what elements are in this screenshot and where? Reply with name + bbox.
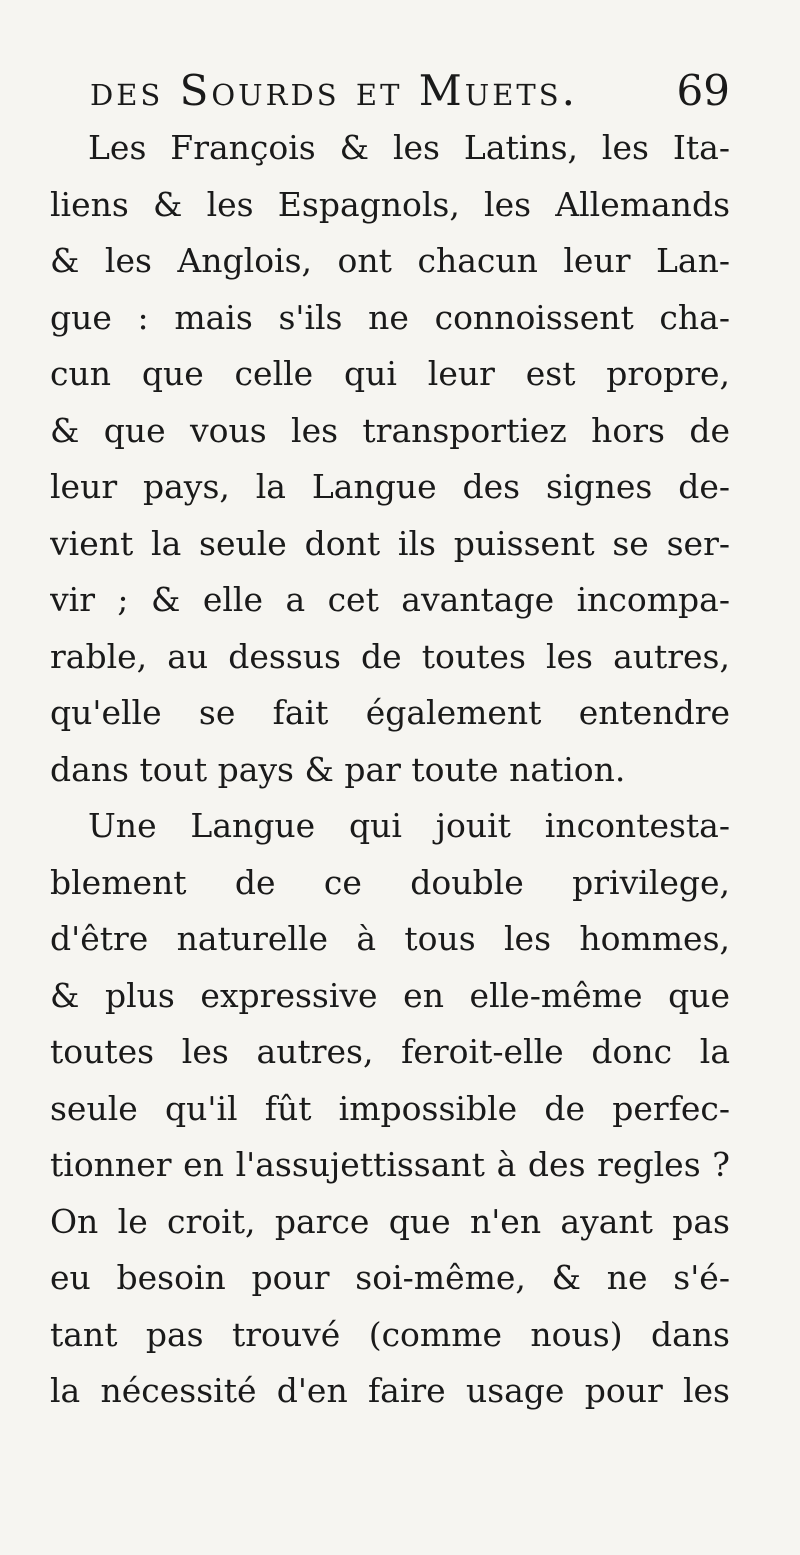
- running-title: des Sourds et Muets.: [90, 66, 578, 115]
- paragraph-1: [50, 120, 730, 798]
- text-line: Une Langue qui jouit incontesta-: [88, 806, 730, 845]
- text-line: On le croit, parce que n'en ayant pas: [50, 1201, 730, 1241]
- text-line: leur pays, la Langue des signes de-: [50, 467, 730, 506]
- page-number: 69: [676, 66, 730, 115]
- text-line: dans tout pays & par toute nation.: [50, 749, 626, 789]
- text-line: seule qu'il fût impossible de perfec-: [50, 1088, 730, 1128]
- text-line: vir ; & elle a cet avantage incompa-: [50, 580, 730, 619]
- text-line: & les Anglois, ont chacun leur Lan-: [50, 241, 730, 280]
- text-line: tionner en l'assujettissant à des regles ?: [50, 1145, 730, 1184]
- text-line: vient la seule dont ils puissent se ser-: [50, 523, 730, 563]
- text-line: qu'elle se fait également entendre: [50, 693, 730, 732]
- text-line: cun que celle qui leur est propre,: [50, 354, 730, 393]
- text-line: d'être naturelle à tous les hommes,: [50, 919, 730, 958]
- text-line: rable, au dessus de toutes les autres,: [50, 636, 730, 676]
- text-line: liens & les Espagnols, les Allemands: [50, 184, 730, 224]
- paragraph-2: [50, 798, 730, 1420]
- page-body: [50, 120, 730, 1420]
- text-line: la nécessité d'en faire usage pour les: [50, 1371, 730, 1410]
- text-line: gue : mais s'ils ne connoissent cha-: [50, 297, 730, 337]
- text-line: & plus expressive en elle-même que: [50, 975, 730, 1015]
- running-head: [90, 66, 730, 126]
- text-line: Les François & les Latins, les Ita-: [88, 128, 730, 167]
- text-line: eu besoin pour soi-même, & ne s'é-: [50, 1258, 730, 1297]
- text-line: blement de ce double privilege,: [50, 862, 730, 902]
- text-line: tant pas trouvé (comme nous) dans: [50, 1314, 730, 1354]
- text-line: toutes les autres, feroit-elle donc la: [50, 1032, 730, 1071]
- text-line: & que vous les transportiez hors de: [50, 410, 730, 450]
